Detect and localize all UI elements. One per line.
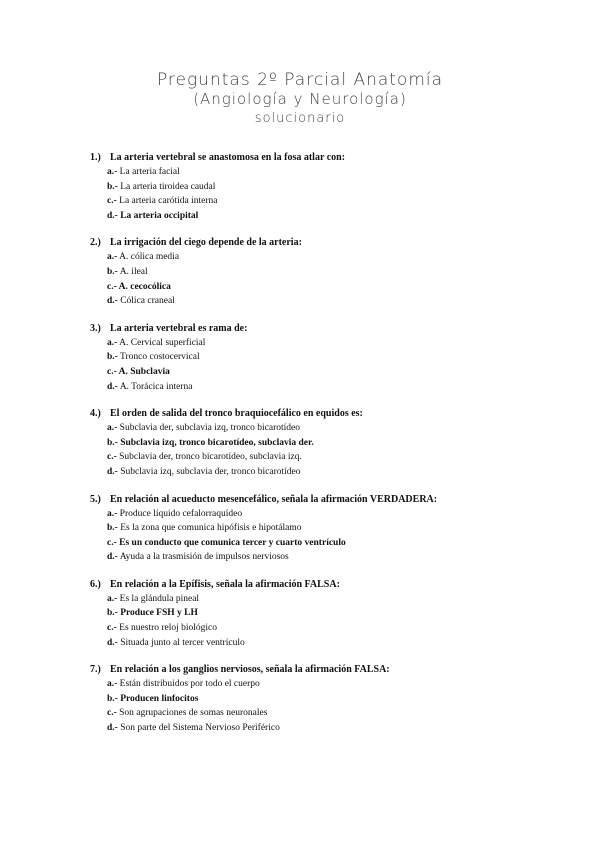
option-letter: d.- (107, 723, 118, 734)
answer-option-correct (90, 436, 530, 451)
question-block (90, 150, 530, 223)
option-letter: a.- (107, 593, 118, 604)
option-letter: a.- (107, 252, 118, 263)
option-letter: c.- (107, 281, 117, 292)
option-text: Produce líquido cefalorraquídeo (119, 508, 243, 519)
question-number: 5.) (90, 493, 101, 505)
answer-option-correct (90, 365, 530, 380)
option-text: Es un conducto que comunica tercer y cuarto ventrículo (119, 537, 346, 548)
answer-option-correct (90, 606, 530, 621)
answer-option (90, 550, 530, 565)
option-letter: d.- (107, 466, 118, 477)
option-letter: d.- (107, 381, 118, 392)
option-letter: c.- (107, 537, 117, 548)
option-letter: c.- (107, 196, 117, 207)
option-letter: c.- (107, 708, 117, 719)
question-text: En relación al acueducto mesencefálico, señala la afirmación VERDADERA: (110, 493, 438, 505)
option-letter: b.- (107, 181, 118, 192)
answer-option (90, 507, 530, 522)
question-number: 6.) (90, 578, 101, 590)
answer-option (90, 250, 530, 265)
answer-option (90, 521, 530, 536)
question-text: La arteria vertebral es rama de: (110, 322, 248, 334)
question-heading (90, 577, 530, 592)
question-heading (90, 406, 530, 421)
option-letter: b.- (107, 266, 118, 277)
answer-option (90, 294, 530, 309)
answer-option (90, 636, 530, 651)
question-number: 4.) (90, 408, 101, 420)
option-letter: b.- (107, 352, 118, 363)
question-heading (90, 235, 530, 250)
document-header (0, 70, 600, 129)
option-letter: a.- (107, 167, 118, 177)
question-block (90, 662, 530, 735)
question-heading (90, 662, 530, 677)
option-text: Son parte del Sistema Nervioso Periférico (120, 723, 280, 734)
option-text: La arteria occipital (120, 210, 199, 221)
question-text: La arteria vertebral se anastomosa en la fosa atlar con: (110, 152, 346, 163)
option-text: Son agrupaciones de somas neuronales (119, 708, 268, 719)
answer-option (90, 180, 530, 195)
option-letter: b.- (107, 523, 118, 534)
option-text: Ayuda a la trasmisión de impulsos nerviosos (119, 552, 289, 563)
question-text: El orden de salida del tronco braquiocefálico en equidos es: (110, 408, 363, 420)
option-text: Situada junto al tercer ventrículo (120, 637, 245, 648)
option-text: Tronco costocervical (120, 352, 200, 363)
option-letter: c.- (107, 366, 117, 377)
option-letter: c.- (107, 452, 117, 463)
option-text: Producen linfocitos (120, 693, 199, 704)
answer-option (90, 165, 530, 180)
answer-option (90, 194, 530, 209)
option-text: A. Torácica interna (119, 381, 193, 392)
option-text: Subclavia izq, subclavia der, tronco bicarotídeo (120, 466, 301, 477)
option-letter: a.- (107, 679, 118, 690)
document-title: Preguntas 2º Parcial Anatomía (156, 70, 444, 90)
answer-option (90, 592, 530, 607)
answer-option-correct (90, 536, 530, 551)
question-block (90, 235, 530, 308)
option-text: A. Cervical superficial (119, 337, 206, 348)
question-text: En relación a la Epífisis, señala la afirmación FALSA: (110, 578, 340, 590)
question-number: 7.) (90, 664, 101, 676)
option-text: Produce FSH y LH (120, 608, 198, 619)
option-letter: a.- (107, 423, 118, 434)
option-letter: b.- (107, 608, 118, 619)
option-letter: a.- (107, 508, 118, 519)
question-text: La irrigación del ciego depende de la arteria: (110, 237, 302, 249)
option-text: Subclavia der, subclavia izq, tronco bicarotídeo (119, 423, 300, 434)
question-heading (90, 150, 530, 165)
option-letter: d.- (107, 552, 118, 563)
answer-option (90, 465, 530, 480)
answer-option (90, 677, 530, 692)
document-label: solucionario (254, 111, 346, 126)
answer-option (90, 421, 530, 436)
option-text: Están distribuidos por todo el cuerpo (119, 679, 260, 690)
answer-option (90, 336, 530, 351)
question-block (90, 321, 530, 394)
question-heading (90, 321, 530, 336)
option-text: A. ileal (119, 266, 148, 277)
option-text: Es nuestro reloj biológico (119, 623, 218, 634)
answer-option-correct (90, 692, 530, 707)
option-letter: c.- (107, 623, 117, 634)
question-text: En relación a los ganglios nerviosos, señala la afirmación FALSA: (110, 664, 390, 676)
option-letter: d.- (107, 296, 118, 307)
question-block (90, 406, 530, 479)
question-number: 1.) (90, 152, 101, 163)
option-letter: d.- (107, 637, 118, 648)
answer-option (90, 350, 530, 365)
document-subtitle: (Angiología y Neurología) (193, 90, 407, 108)
question-list (90, 150, 530, 748)
answer-option (90, 621, 530, 636)
option-text: La arteria facial (119, 167, 180, 177)
option-text: La arteria tiroidea caudal (120, 181, 216, 192)
option-text: A. cólica media (119, 252, 180, 263)
question-heading (90, 492, 530, 507)
answer-option (90, 721, 530, 736)
option-text: Subclavia izq, tronco bicarotídeo, subclavia der. (120, 437, 314, 448)
option-text: A. cecocólica (118, 281, 171, 292)
answer-option (90, 450, 530, 465)
question-block (90, 577, 530, 650)
option-text: Subclavia der, tronco bicarotídeo, subclavia izq. (119, 452, 302, 463)
answer-option-correct (90, 280, 530, 295)
option-text: Cólica craneal (120, 296, 175, 307)
answer-option-correct (90, 209, 530, 224)
option-text: Es la glándula pineal (119, 593, 200, 604)
question-block (90, 492, 530, 565)
option-text: La arteria carótida interna (119, 196, 218, 207)
option-letter: a.- (107, 337, 118, 348)
question-number: 2.) (90, 237, 101, 249)
option-text: A. Subclavia (118, 366, 170, 377)
option-letter: b.- (107, 437, 118, 448)
answer-option (90, 706, 530, 721)
option-text: Es la zona que comunica hipófisis e hipotálamo (120, 523, 302, 534)
option-letter: b.- (107, 693, 118, 704)
option-letter: d.- (107, 210, 118, 221)
answer-option (90, 265, 530, 280)
answer-option (90, 380, 530, 395)
question-number: 3.) (90, 322, 101, 334)
